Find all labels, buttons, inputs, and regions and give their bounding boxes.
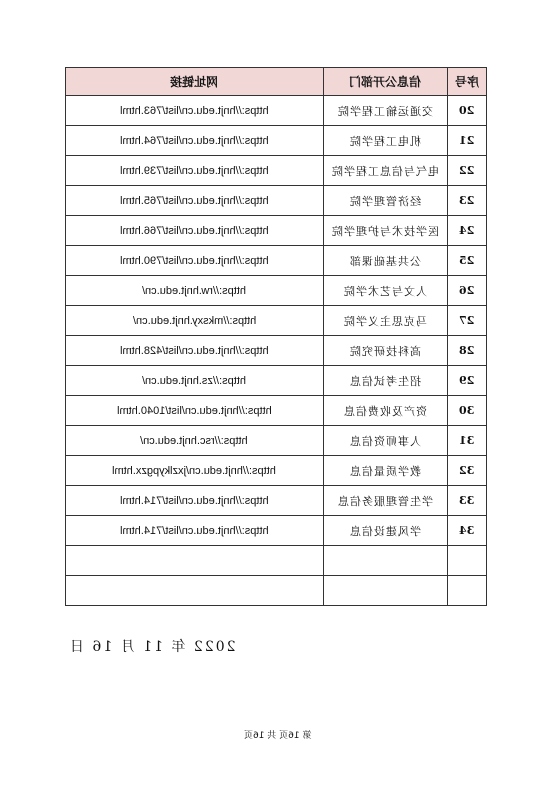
row-number: 30 [447,396,486,426]
row-number: 23 [447,186,486,216]
row-department: 招生考试信息 [323,366,447,396]
row-url-link[interactable]: https://hnjt.edu.cn/list/766.html [66,216,324,246]
table-row [66,546,487,576]
table-row [66,186,487,216]
header-no: 序号 [447,68,486,96]
header-dept: 信息公开部门 [323,68,447,96]
row-department: 经济管理学院 [323,186,447,216]
row-department: 机电工程学院 [323,126,447,156]
table-body [66,96,487,606]
row-number: 31 [447,426,486,456]
row-url-link[interactable]: https://hnjt.edu.cn/jxzlkypgzx.html [66,456,324,486]
table-row [66,366,487,396]
table-row [66,426,487,456]
table-row [66,576,487,606]
row-number: 32 [447,456,486,486]
table-header-row [66,68,487,96]
table-row [66,216,487,246]
row-department: 人事师资信息 [323,426,447,456]
table-row [66,156,487,186]
row-url-link[interactable]: https://hnjt.edu.cn/list/714.html [66,486,324,516]
table-row [66,276,487,306]
row-department: 教学质量信息 [323,456,447,486]
row-number: 22 [447,156,486,186]
row-url-link[interactable]: https://hnjt.edu.cn/list/790.html [66,246,324,276]
page-footer: 第 16页 共 16页 [243,731,312,741]
row-department [323,546,447,576]
table-row [66,396,487,426]
row-url-link[interactable]: https://zs.hnjt.edu.cn/ [66,366,324,396]
row-number: 25 [447,246,486,276]
row-department: 马克思主义学院 [323,306,447,336]
info-disclosure-table [65,67,487,606]
row-department: 人文与艺术学院 [323,276,447,306]
row-number [447,576,486,606]
row-department: 资产及收费信息 [323,396,447,426]
row-url-link[interactable]: https://hnjt.edu.cn/list/714.html [66,516,324,546]
row-number: 27 [447,306,486,336]
row-number: 33 [447,486,486,516]
row-number: 26 [447,276,486,306]
row-number: 20 [447,96,486,126]
row-department: 学生管理服务信息 [323,486,447,516]
row-url-link[interactable]: https://hnjt.edu.cn/list/765.html [66,186,324,216]
row-url-link[interactable]: https://mksxy.hnjt.edu.cn/ [66,306,324,336]
table-row [66,306,487,336]
row-url-link[interactable]: https://hnjt.edu.cn/list/763.html [66,96,324,126]
row-number: 29 [447,366,486,396]
table-row [66,336,487,366]
row-url-link[interactable]: https://hnjt.edu.cn/list/739.html [66,156,324,186]
document-date: 2022 年 11 月 16 日 [68,639,236,655]
row-department: 医学技术与护理学院 [323,216,447,246]
row-number: 34 [447,516,486,546]
table-row [66,516,487,546]
row-department [323,576,447,606]
row-url-link [66,546,324,576]
row-number: 24 [447,216,486,246]
row-url-link[interactable]: https://hnjt.edu.cn/list/764.html [66,126,324,156]
row-department: 电气与信息工程学院 [323,156,447,186]
table-row [66,96,487,126]
row-url-link[interactable]: https://rw.hnjt.edu.cn/ [66,276,324,306]
table-row [66,126,487,156]
row-department: 交通运输工程学院 [323,96,447,126]
table-row [66,486,487,516]
row-url-link[interactable]: https://hnjt.edu.cn/list/1040.html [66,396,324,426]
row-department: 学风建设信息 [323,516,447,546]
table-row [66,456,487,486]
table-row [66,246,487,276]
row-url-link [66,576,324,606]
header-url: 网址链接 [66,68,324,96]
row-url-link[interactable]: https://rsc.hnjt.edu.cn/ [66,426,324,456]
row-url-link[interactable]: https://hnjt.edu.cn/list/428.html [66,336,324,366]
row-number [447,546,486,576]
row-department: 高科技研究院 [323,336,447,366]
row-number: 21 [447,126,486,156]
row-department: 公共基础课部 [323,246,447,276]
row-number: 28 [447,336,486,366]
